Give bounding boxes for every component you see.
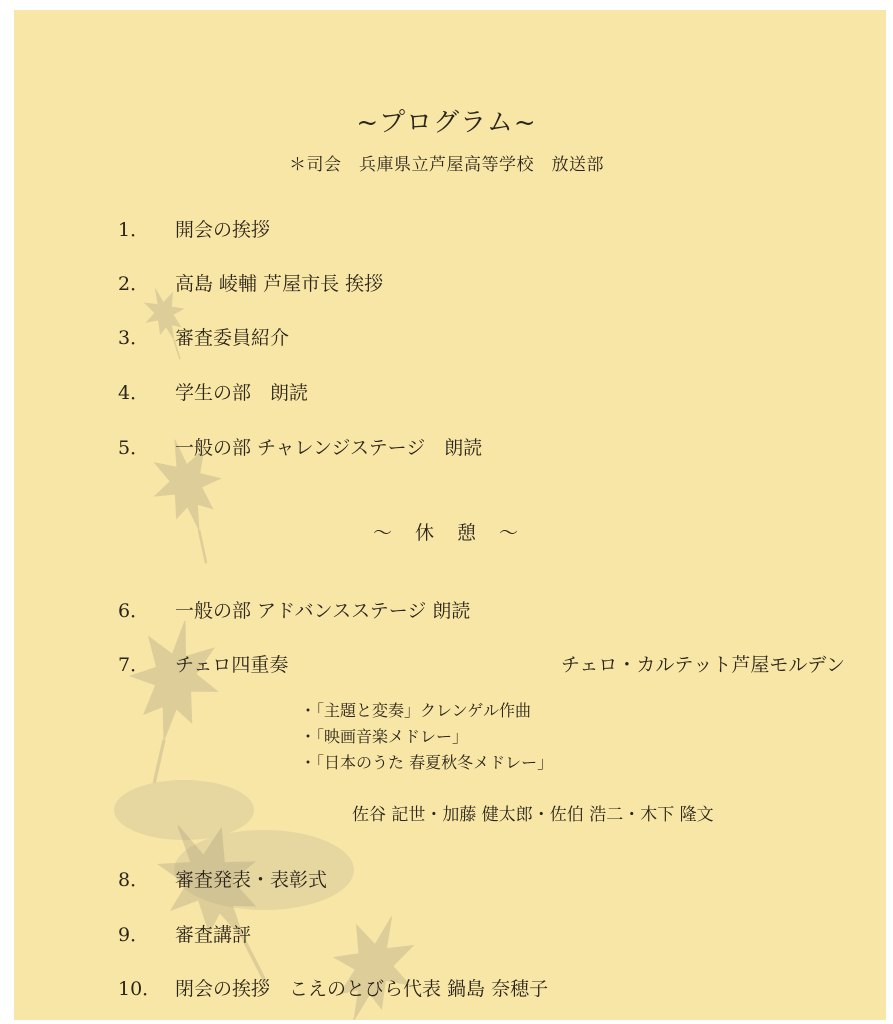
item-text: 学生の部 朗読	[175, 382, 309, 404]
item-text: 一般の部 アドバンスステージ 朗読	[175, 600, 471, 622]
item-text: 一般の部 チャレンジステージ 朗読	[175, 437, 483, 459]
item-number: 10．	[118, 978, 162, 1000]
item-number: 8．	[118, 869, 150, 891]
item-text: 閉会の挨拶 こえのとびら代表 鍋島 奈穂子	[175, 978, 549, 1000]
item-number: 4．	[118, 382, 150, 404]
item-text: 審査講評	[175, 924, 252, 946]
performer-name: チェロ・カルテット芦屋モルデン	[561, 654, 846, 676]
item-text: 審査委員紹介	[175, 327, 290, 349]
item-number: 5．	[118, 437, 150, 459]
item-number: 7．	[118, 654, 150, 676]
item-text: 審査発表・表彰式	[175, 869, 328, 891]
piece-item: ・「主題と変奏」クレンゲル作曲	[300, 701, 531, 720]
item-text: 開会の挨拶	[175, 219, 271, 241]
piece-item: ・「映画音楽メドレー」	[300, 727, 469, 746]
program-page	[14, 10, 886, 1020]
page-title: ~プログラム~	[356, 108, 537, 138]
piece-item: ・「日本のうた 春夏秋冬メドレー」	[300, 753, 554, 772]
host-line: ＊司会 兵庫県立芦屋高等学校 放送部	[289, 155, 604, 175]
item-number: 3．	[118, 327, 150, 349]
item-number: 2．	[118, 273, 150, 295]
item-text: 高島 崚輔 芦屋市長 挨拶	[175, 273, 384, 295]
item-number: 1．	[118, 219, 150, 241]
item-number: 9．	[118, 924, 150, 946]
performer-members: 佐谷 記世・加藤 健太郎・佐伯 浩二・木下 隆文	[352, 805, 714, 825]
item-text: チェロ四重奏	[175, 654, 289, 676]
intermission: ～ 休 憩 ～	[372, 522, 520, 544]
item-number: 6．	[118, 600, 150, 622]
